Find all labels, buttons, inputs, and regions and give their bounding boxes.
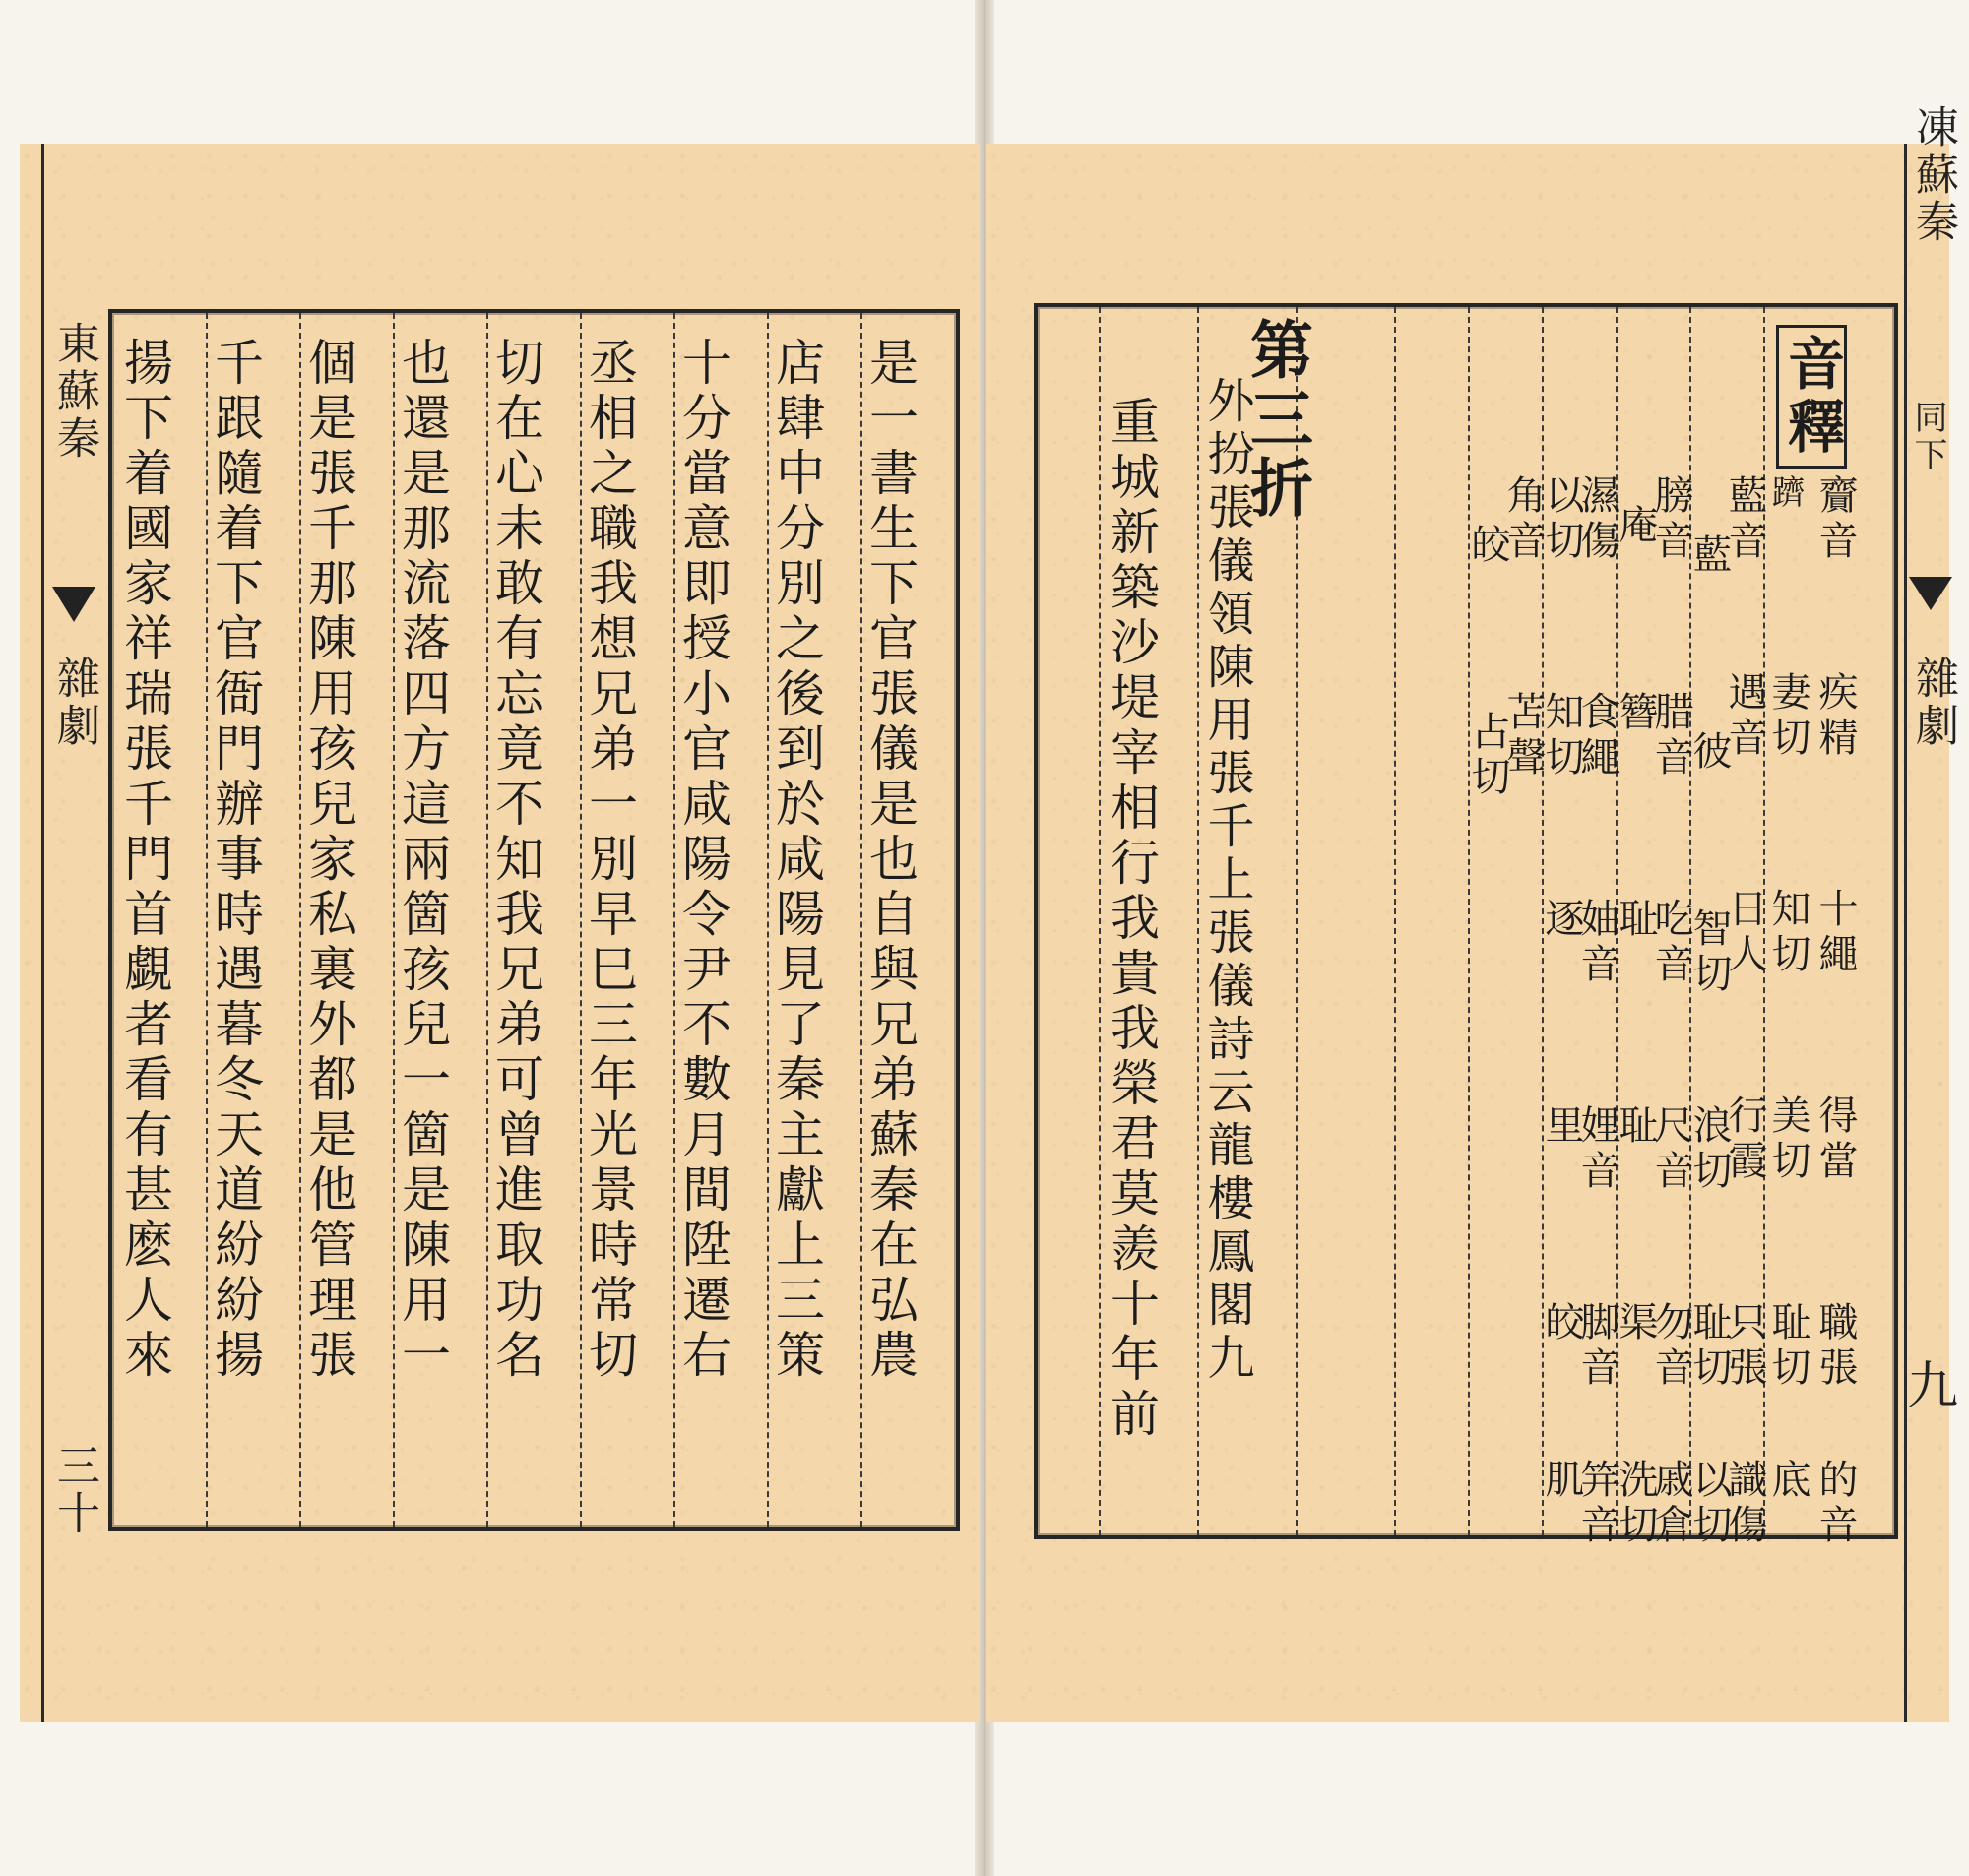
margin-title: 東蘇秦 [49, 321, 99, 463]
act-title: 第三折 [1239, 317, 1313, 524]
text-column: 揚下着國家祥瑞張千門首覷者看有甚麽人來 [116, 337, 173, 1384]
text-column: 是一書生下官張儀是也自與兄弟蘇秦在弘農 [861, 337, 919, 1384]
margin-leaf-number: 九 [1907, 1357, 1959, 1416]
right-text-frame: 重城新築沙堤宰相行我貴我榮君莫羨十年前 外扮張儀領陳用張千上張儀詩云龍樓鳳閣九 第三折 音釋 齎音 躋 疾精 妻切 十繩 知切 得當 美切 職張 耻切 的音 底 藍音 藍 遇音 彼 日人 智切 行霞 浪切 只張 耻切 識傷 以切 膀音 庵 腊音 簪 吃音 耻 尺音 耻 勿音 渠 戚倉 洗切 濕傷 以切 食繩 知切 妯音 逐 娌音 里 脚音 皎 笄音 肌 角音 皎 苫聲 占切 [1034, 303, 1898, 1539]
margin-title: 凍蘇秦 [1908, 104, 1958, 246]
margin-leaf-number: 三十 [49, 1443, 99, 1537]
left-page-margin [41, 144, 99, 1722]
text-column: 十分當意即授小官咸陽令尹不數月間陞遷右 [674, 337, 731, 1384]
fishtail-mark [52, 587, 95, 622]
fishtail-mark [1909, 577, 1952, 610]
text-column: 切在心未敢有忘竟不知我兄弟可曾進取功名 [487, 337, 544, 1384]
margin-category: 雜劇 [1908, 656, 1958, 750]
left-text-frame [108, 309, 960, 1531]
right-page-margin [1904, 104, 1959, 1722]
text-column: 丞相之職我想兄弟一別早巳三年光景時常切 [581, 337, 638, 1384]
margin-category: 雜劇 [49, 656, 99, 750]
text-column: 千跟隨着下官衙門辦事時遇暮冬天道紛紛揚 [207, 337, 264, 1384]
right-page [986, 104, 1959, 1722]
yinshi-heading: 音釋 [1776, 325, 1847, 469]
text-column: 也還是那流落四方這兩箇孩兒一箇是陳用一 [394, 337, 451, 1384]
text-column: 個是張千那陳用孩兒家私裏外都是他管理張 [300, 337, 357, 1384]
text-column: 店肆中分別之後到於咸陽見了秦主獻上三策 [768, 337, 825, 1384]
margin-volume: 同下 [1908, 400, 1947, 474]
left-page [20, 144, 980, 1722]
text-column: 重城新築沙堤宰相行我貴我榮君莫羨十年前 [1103, 396, 1160, 1443]
text-column: 外扮張儀領陳用張千上張儀詩云龍樓鳳閣九 [1199, 376, 1254, 1386]
